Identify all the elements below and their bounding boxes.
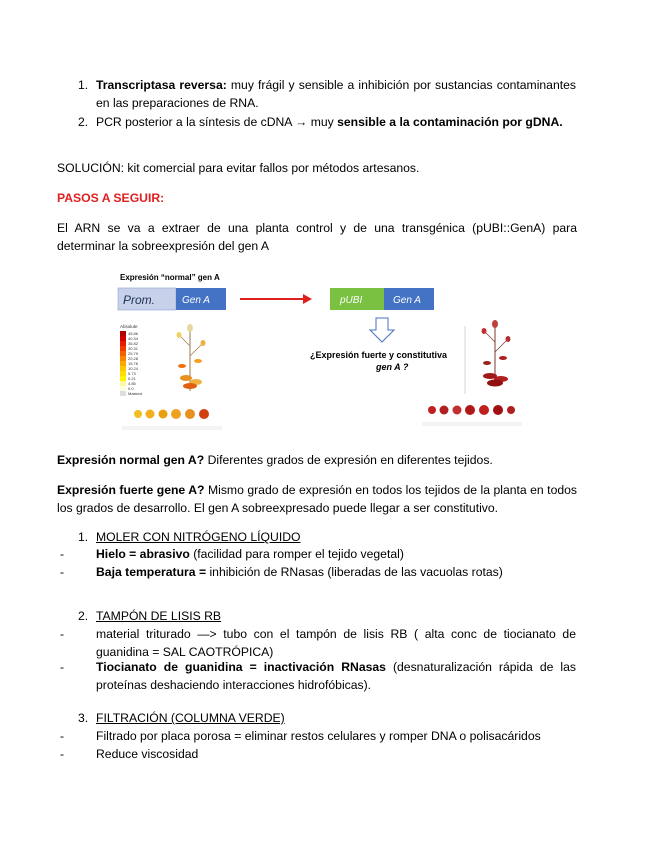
legend-value: 15.76: [128, 361, 139, 366]
legend-value: 45.86: [128, 331, 139, 336]
legend-value: Masked: [128, 391, 143, 396]
pubi-label: pUBI: [340, 295, 363, 306]
gene-a-label-2: Gen A: [393, 295, 421, 306]
expression-strong-paragraph: Expresión fuerte gene A? Mismo grado de expresión en todos los tejidos de la planta en todos los grados de desarrollo. El gen A sobreexpresado puede llegar a ser constitutivo.: [57, 483, 578, 515]
legend-value: 4.85: [128, 381, 136, 386]
legend-value: 0.0: [128, 386, 134, 391]
figure-caption: Expresión “normal” gen A: [120, 273, 220, 282]
prom-label: Prom.: [123, 293, 156, 307]
step-number: 3.: [78, 711, 89, 725]
legend-value: 25.79: [128, 351, 139, 356]
heatmap-legend: [120, 324, 142, 396]
section-heading: PASOS A SEGUIR:: [57, 191, 165, 205]
legend-value: 40.34: [128, 336, 139, 341]
legend-value: 20.28: [128, 356, 139, 361]
legend-value: 5.73: [128, 371, 136, 376]
down-arrow-icon: [370, 318, 394, 342]
question-line-1: ¿Expresión fuerte y constitutiva: [310, 350, 448, 360]
red-arrow-head: [303, 294, 312, 304]
legend-value: 0.21: [128, 376, 136, 381]
gene-a-label: Gen A: [182, 295, 210, 306]
solution-text: SOLUCIÓN: kit comercial para evitar fallos por métodos artesanos.: [57, 161, 420, 175]
legend-title: Absolute: [120, 324, 138, 329]
legend-value: 35.82: [128, 341, 139, 346]
step-number: 1.: [78, 530, 89, 544]
step-title: MOLER CON NITRÓGENO LÍQUIDO: [96, 530, 301, 544]
rosette-row: [134, 409, 209, 419]
step-number: 2.: [78, 609, 89, 623]
expression-figure: [110, 266, 530, 436]
intro-paragraph: El ARN se va a extraer de una planta control y de una transgénica (pUBI::GenA) para determinar la sobreexpresión del gen A: [57, 221, 577, 253]
list-number: 1.: [78, 78, 89, 92]
list-number: 2.: [78, 115, 89, 129]
list-text: PCR posterior a la síntesis de cDNA → muy sensible a la contaminación por gDNA.: [96, 115, 563, 129]
step-title: TAMPÓN DE LISIS RB: [96, 609, 222, 623]
question-line-2: gen A ?: [376, 362, 409, 372]
step-title: FILTRACIÓN (COLUMNA VERDE): [96, 711, 285, 725]
rosette-row-red: [428, 405, 515, 415]
legend-value: 30.31: [128, 346, 139, 351]
legend-value: 10.24: [128, 366, 139, 371]
expression-normal-paragraph: Expresión normal gen A? Diferentes grados de expresión en diferentes tejidos.: [57, 453, 493, 467]
list-text: Transcriptasa reversa: muy frágil y sensible a inhibición por sustancias contaminantes en las preparaciones de RNA.: [96, 78, 576, 110]
plant-illustration-strong: [422, 320, 522, 426]
